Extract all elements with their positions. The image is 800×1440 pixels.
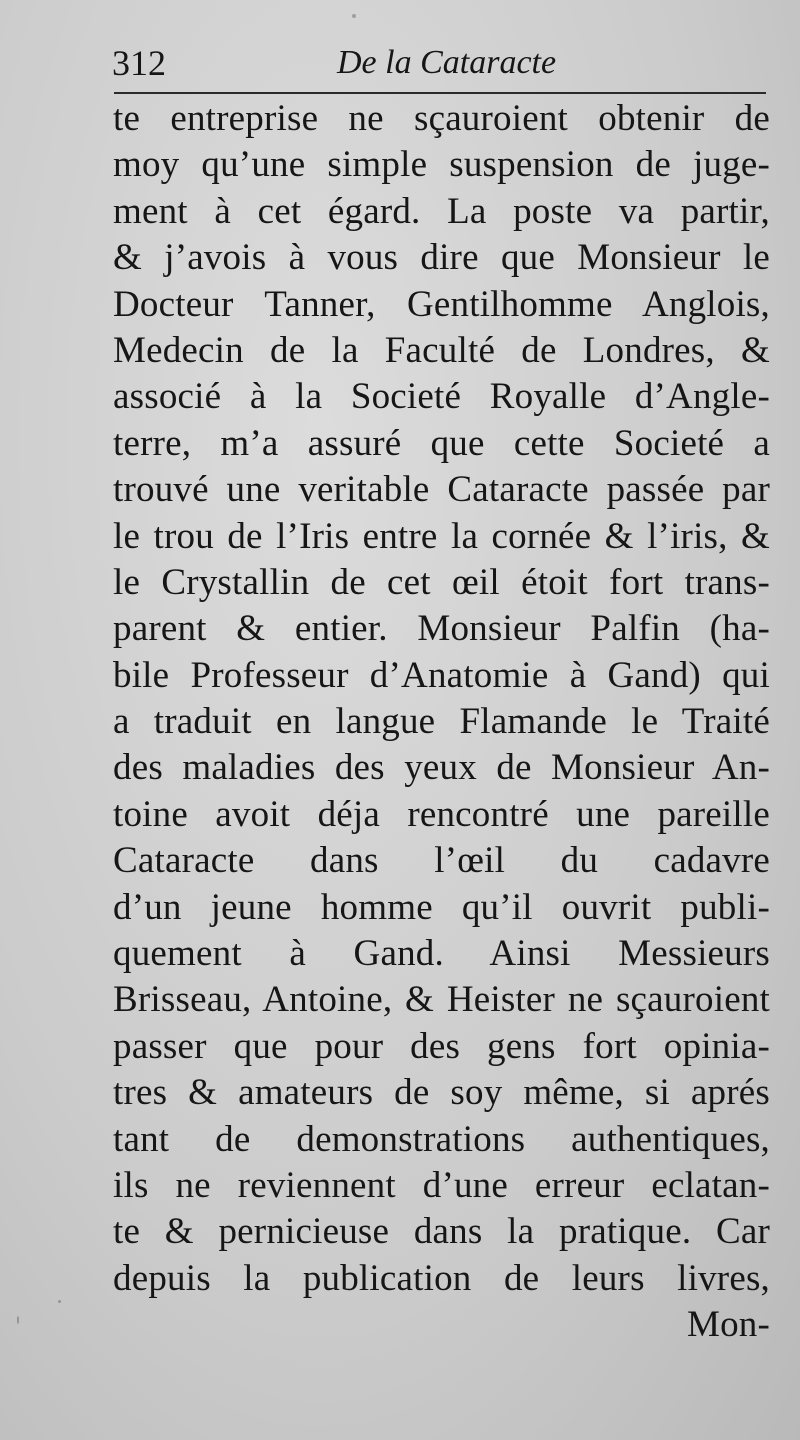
text-line: toine avoit déja rencontré une pareille (113, 793, 770, 835)
text-line: terre, m’a assuré que cette Societé a (113, 422, 770, 464)
text-line: a traduit en langue Flamande le Traité (113, 701, 770, 743)
text-line: quement à Gand. Ainsi Messieurs (113, 933, 770, 975)
paper-speck (17, 1316, 19, 1324)
text-line: ment à cet égard. La poste va partir, (113, 190, 770, 232)
running-title: De la Cataracte (337, 44, 557, 81)
text-line: tant de demonstrations authentiques, (113, 1118, 770, 1160)
paper-speck (58, 1300, 61, 1303)
text-line: & j’avois à vous dire que Monsieur le (113, 237, 770, 279)
text-line: Brisseau, Antoine, & Heister ne sçauroient (113, 979, 770, 1021)
text-line: passer que pour des gens fort opinia- (113, 1025, 770, 1067)
text-line: ils ne reviennent d’une erreur eclatan- (113, 1164, 770, 1206)
text-line: trouvé une veritable Cataracte passée par (113, 469, 770, 511)
page-number: 312 (112, 43, 166, 83)
text-line: te & pernicieuse dans la pratique. Car (113, 1211, 770, 1253)
text-line: Medecin de la Faculté de Londres, & (113, 329, 770, 371)
paper-speck (352, 14, 356, 18)
text-line: Docteur Tanner, Gentilhomme Anglois, (113, 283, 770, 325)
body-text (113, 96, 770, 1349)
text-line: moy qu’une simple suspension de juge- (113, 144, 770, 186)
page-header (112, 40, 767, 92)
text-line: te entreprise ne sçauroient obtenir de (113, 98, 770, 139)
text-line: des maladies des yeux de Monsieur An- (113, 747, 770, 789)
text-line: bile Professeur d’Anatomie à Gand) qui (113, 654, 770, 696)
header-rule (114, 92, 766, 94)
text-line: parent & entier. Monsieur Palfin (ha- (113, 608, 770, 650)
catchword: Mon- (686, 1304, 770, 1346)
text-line: le Crystallin de cet œil étoit fort trans- (113, 561, 770, 603)
text-line: Cataracte dans l’œil du cadavre (113, 840, 770, 882)
text-line: le trou de l’Iris entre la cornée & l’iris, & (113, 515, 770, 557)
text-line: tres & amateurs de soy même, si aprés (113, 1072, 770, 1114)
text-line: depuis la publication de leurs livres, (113, 1257, 770, 1299)
text-line: d’un jeune homme qu’il ouvrit publi- (113, 886, 770, 928)
text-line: associé à la Societé Royalle d’Angle- (113, 376, 770, 418)
